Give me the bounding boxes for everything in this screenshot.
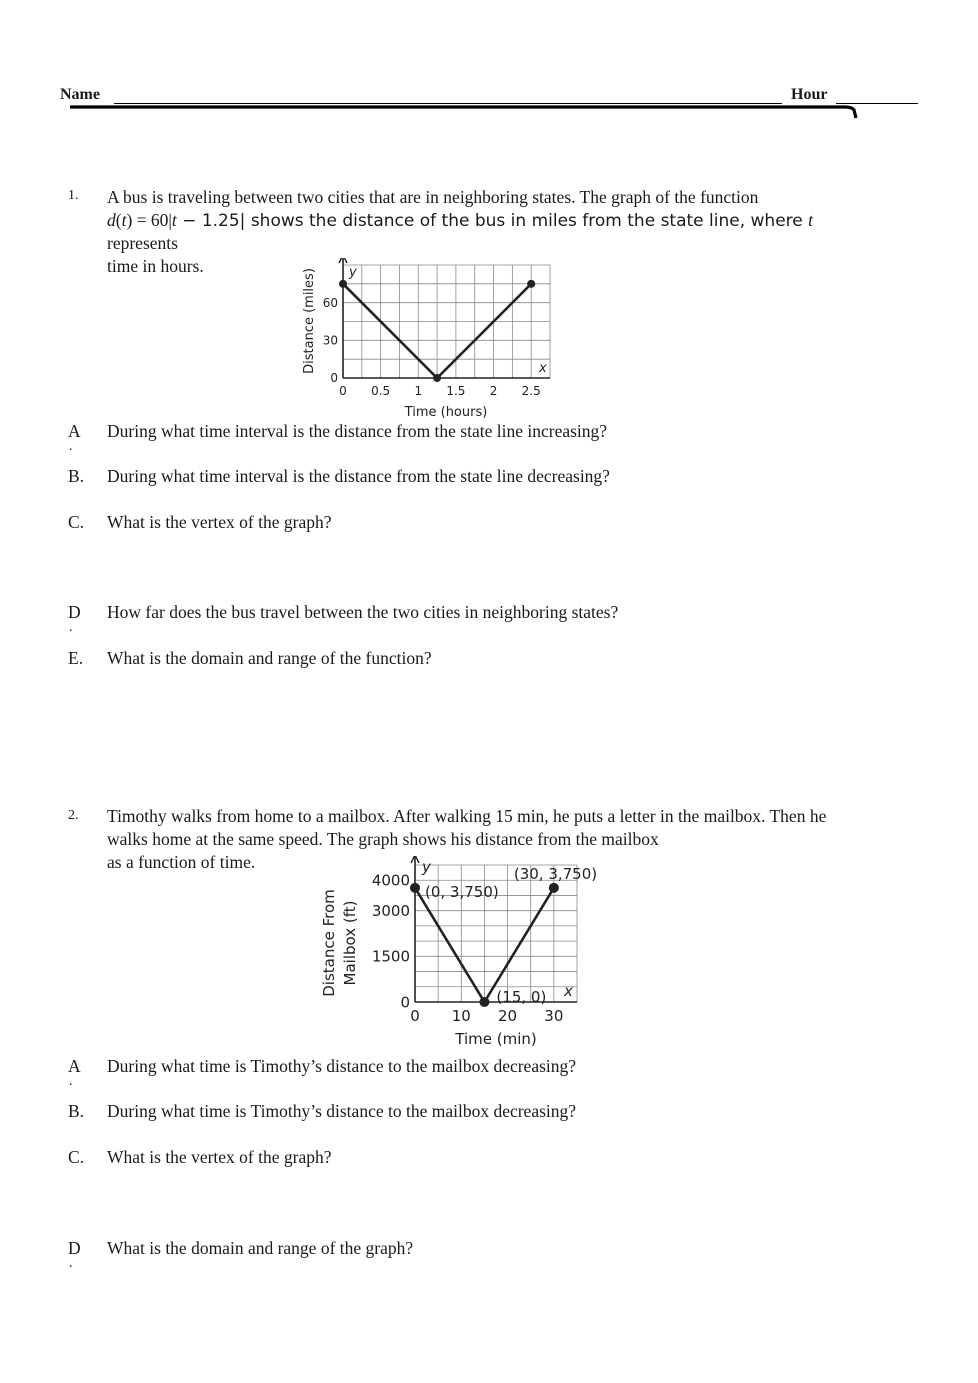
- q1-line1: A bus is traveling between two cities that are in neighboring states. The graph of the function: [107, 187, 759, 207]
- y-tick-label: 3000: [371, 901, 410, 920]
- data-point-label: (30, 3,750): [513, 864, 598, 883]
- q1-formula-t: t: [121, 210, 127, 230]
- header-divider: [60, 100, 860, 124]
- q1-graph-ylabel: Distance (miles): [302, 268, 317, 374]
- q2-graph-ylabel2: Mailbox (ft): [341, 900, 359, 986]
- q2-graph: [316, 856, 616, 1050]
- part-question: What is the domain and range of the graph?: [107, 1238, 414, 1258]
- q2-graph-x-name: x: [564, 982, 573, 1000]
- part-letter: C.: [68, 1147, 85, 1167]
- part-letter: C.: [68, 512, 85, 532]
- part-question: During what time interval is the distance from the state line decreasing?: [107, 466, 610, 486]
- x-tick-label: 0: [410, 1007, 420, 1025]
- x-tick-label: 30: [544, 1007, 564, 1025]
- q1-formula-rest: − 1.25| shows the distance of the bus in miles from the state line, where: [176, 211, 809, 231]
- q2-line3: as a function of time.: [107, 852, 256, 872]
- part-letter: B.: [68, 1101, 85, 1121]
- x-tick-label: 10: [451, 1007, 471, 1025]
- x-tick-label: 0: [339, 384, 347, 398]
- q1-graph-grid: [343, 265, 550, 378]
- x-tick-label: 20: [498, 1007, 518, 1025]
- q1-formula-d: d: [107, 210, 116, 230]
- x-tick-label: 1: [414, 384, 423, 398]
- q1-graph-xlabel: Time (hours): [404, 405, 488, 420]
- x-tick-label: 1.5: [446, 384, 466, 398]
- y-tick-label: 0: [400, 993, 410, 1012]
- q2-line2: walks home at the same speed. The graph shows his distance from the mailbox: [107, 829, 659, 849]
- q1-graph-x-name: x: [539, 361, 547, 376]
- q1-number: 1.: [68, 188, 79, 203]
- q1-formula-t2: t: [171, 210, 177, 230]
- data-point-label: (15, 0): [496, 988, 547, 1006]
- data-point: [433, 374, 441, 382]
- part-letter: E.: [68, 648, 84, 668]
- part-question: During what time is Timothy’s distance to the mailbox decreasing?: [107, 1056, 577, 1076]
- q1-formula-t3: t: [808, 210, 814, 230]
- hour-label: Hour: [791, 86, 828, 103]
- part-letter-dot: .: [69, 1256, 73, 1271]
- part-letter: A: [68, 1056, 81, 1076]
- q1-line4: time in hours.: [107, 256, 204, 276]
- x-tick-label: 2: [489, 384, 498, 398]
- x-tick-label: 0.5: [371, 384, 391, 398]
- q2-number: 2.: [68, 808, 79, 823]
- q2-graph-xlabel: Time (min): [455, 1030, 537, 1048]
- part-letter-dot: .: [69, 439, 73, 454]
- q1-graph-y-name: y: [349, 265, 357, 280]
- data-point: [339, 280, 347, 288]
- part-question: How far does the bus travel between the two cities in neighboring states?: [107, 602, 619, 622]
- part-letter: D: [68, 1238, 81, 1258]
- y-tick-label: 60: [322, 295, 338, 310]
- data-point: [410, 883, 420, 893]
- data-point-label: (0, 3,750): [425, 882, 499, 901]
- part-letter: A: [68, 421, 81, 441]
- q2-line1: Timothy walks from home to a mailbox. After walking 15 min, he puts a letter in the mailbox. Then he: [107, 806, 827, 826]
- name-label: Name: [60, 86, 100, 103]
- x-tick-label: 2.5: [521, 384, 541, 398]
- data-point: [527, 280, 535, 288]
- part-letter-dot: .: [69, 1074, 73, 1089]
- q1-formula-line: [107, 209, 813, 233]
- q2-graph-y-name: y: [422, 858, 431, 876]
- y-tick-label: 30: [322, 333, 338, 348]
- y-tick-label: 0: [330, 371, 338, 386]
- q2-graph-ylabel1: Distance From: [320, 889, 338, 997]
- q1-line3: represents: [107, 233, 178, 253]
- part-letter: D: [68, 602, 81, 622]
- part-letter-dot: .: [69, 620, 73, 635]
- data-point: [549, 883, 559, 893]
- part-question: What is the vertex of the graph?: [107, 1147, 332, 1167]
- part-question: What is the vertex of the graph?: [107, 512, 332, 532]
- q1-formula-lp: (: [115, 210, 122, 230]
- part-question: During what time is Timothy’s distance to the mailbox decreasing?: [107, 1101, 577, 1121]
- part-letter: B.: [68, 466, 85, 486]
- data-point: [479, 997, 489, 1007]
- q1-formula-rp: ) = 60|: [126, 210, 172, 230]
- part-question: During what time interval is the distance from the state line increasing?: [107, 421, 608, 441]
- q1-graph: [298, 258, 560, 424]
- part-question: What is the domain and range of the function?: [107, 648, 432, 668]
- y-tick-label: 1500: [371, 947, 410, 966]
- y-tick-label: 4000: [371, 871, 410, 890]
